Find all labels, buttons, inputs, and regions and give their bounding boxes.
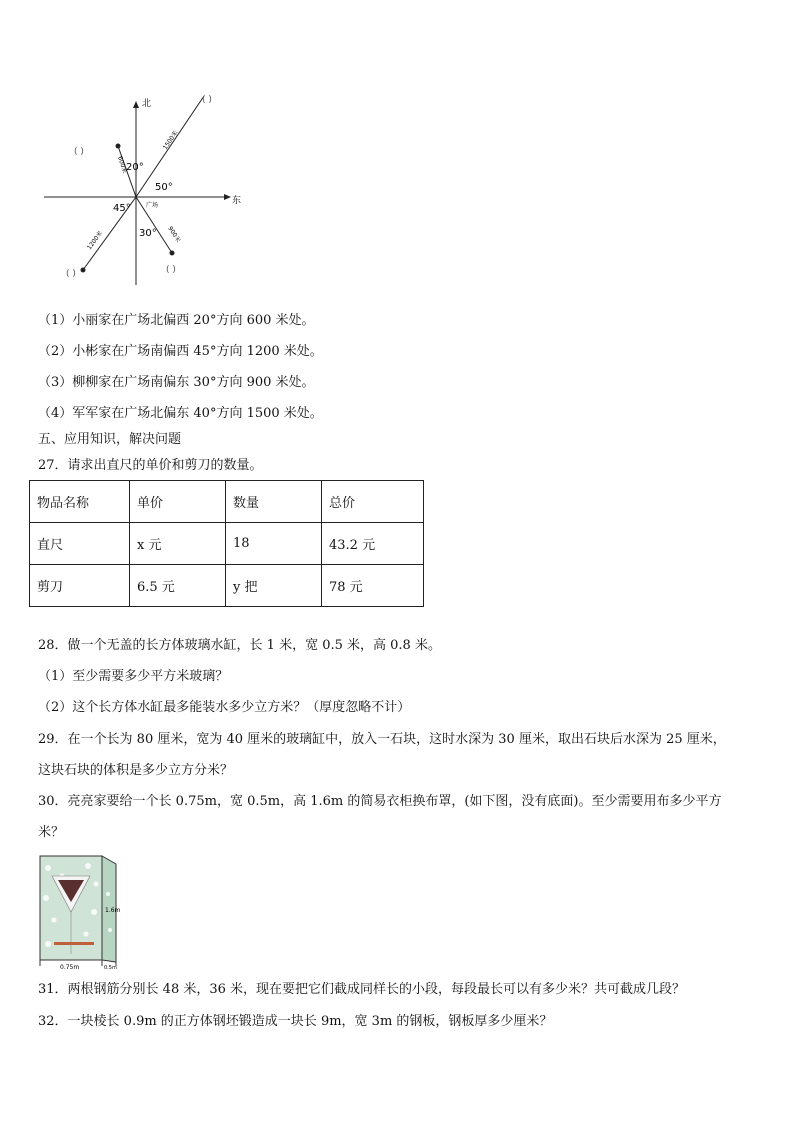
q28-sub2: （2）这个长方体水缸最多能装水多少立方米？（厚度忽略不计） (38, 700, 411, 715)
width-label: 0.5m (104, 965, 117, 970)
table-header-row (30, 481, 424, 523)
q32-text: 32．一块棱长 0.9m 的正方体钢坯锻造成一块长 9m，宽 3m 的钢板，钢板厚多少厘米？ (38, 1014, 553, 1029)
north-label: 北 (142, 99, 152, 109)
q30-line2: 米？ (38, 825, 65, 840)
table-cell: 6.5 元 (130, 565, 226, 607)
table-header-cell: 总价 (322, 481, 424, 523)
height-label: 1.6m (105, 907, 121, 914)
q27-text: 27．请求出直尺的单价和剪刀的数量。 (38, 458, 263, 473)
blank-se: ( ) (166, 265, 176, 275)
q26-item-4: （4）军军家在广场北偏东 40°方向 1500 米处。 (38, 406, 323, 421)
table-row (30, 565, 424, 607)
direction-diagram (38, 90, 248, 285)
table-header-cell: 单价 (130, 481, 226, 523)
q30-line1: 30．亮亮家要给一个长 0.75m，宽 0.5m，高 1.6m 的简易衣柜换布罩，(如下图，没有底面)。至少需要用布多少平方 (38, 794, 722, 809)
angle-20-label: 20° (126, 162, 144, 173)
angle-45-label: 45° (113, 203, 131, 214)
table-cell: x 元 (130, 523, 226, 565)
distance-600-label: 600米 (116, 155, 129, 175)
table-cell: 78 元 (322, 565, 424, 607)
angle-30-label: 30° (139, 228, 157, 239)
distance-1500-label: 1500米 (161, 129, 180, 152)
table-cell: 18 (226, 523, 322, 565)
point-sw (81, 268, 86, 273)
q29-line1: 29．在一个长为 80 厘米，宽为 40 厘米的玻璃缸中，放入一石块，这时水深为 30 厘米，取出石块后水深为 25 厘米， (38, 732, 726, 747)
q28-sub1: （1）至少需要多少平方米玻璃？ (38, 669, 229, 684)
distance-1200-label: 1200米 (85, 229, 105, 252)
q28-text: 28．做一个无盖的长方体玻璃水缸，长 1 米，宽 0.5 米，高 0.8 米。 (38, 638, 441, 653)
q26-item-1: （1）小丽家在广场北偏西 20°方向 600 米处。 (38, 313, 315, 328)
east-label: 东 (232, 196, 242, 206)
q26-item-2: （2）小彬家在广场南偏西 45°方向 1200 米处。 (38, 344, 323, 359)
blank-sw: ( ) (66, 269, 76, 279)
table-row (30, 523, 424, 565)
price-table (29, 480, 424, 607)
point-se (170, 251, 175, 256)
section-5-title: 五、应用知识，解决问题 (38, 432, 182, 447)
table-cell: 43.2 元 (322, 523, 424, 565)
table-cell: 直尺 (30, 523, 130, 565)
blank-nw: ( ) (74, 147, 84, 157)
distance-900-label: 900米 (166, 225, 182, 244)
angle-50-label: 50° (155, 182, 173, 193)
table-cell: y 把 (226, 565, 322, 607)
table-cell: 剪刀 (30, 565, 130, 607)
q29-line2: 这块石块的体积是多少立方分米？ (38, 763, 234, 778)
table-header-cell: 数量 (226, 481, 322, 523)
q26-item-3: （3）柳柳家在广场南偏东 30°方向 900 米处。 (38, 375, 315, 390)
table-header-cell: 物品名称 (30, 481, 130, 523)
point-nw (116, 144, 121, 149)
blank-ne: ( ) (202, 95, 212, 105)
length-label: 0.75m (60, 964, 80, 970)
q31-text: 31．两根钢筋分别长 48 米，36 米，现在要把它们截成同样长的小段，每段最长可以有多少米？共可截成几段？ (38, 982, 686, 997)
wardrobe-figure (36, 854, 126, 970)
center-label: 广场 (146, 202, 159, 209)
